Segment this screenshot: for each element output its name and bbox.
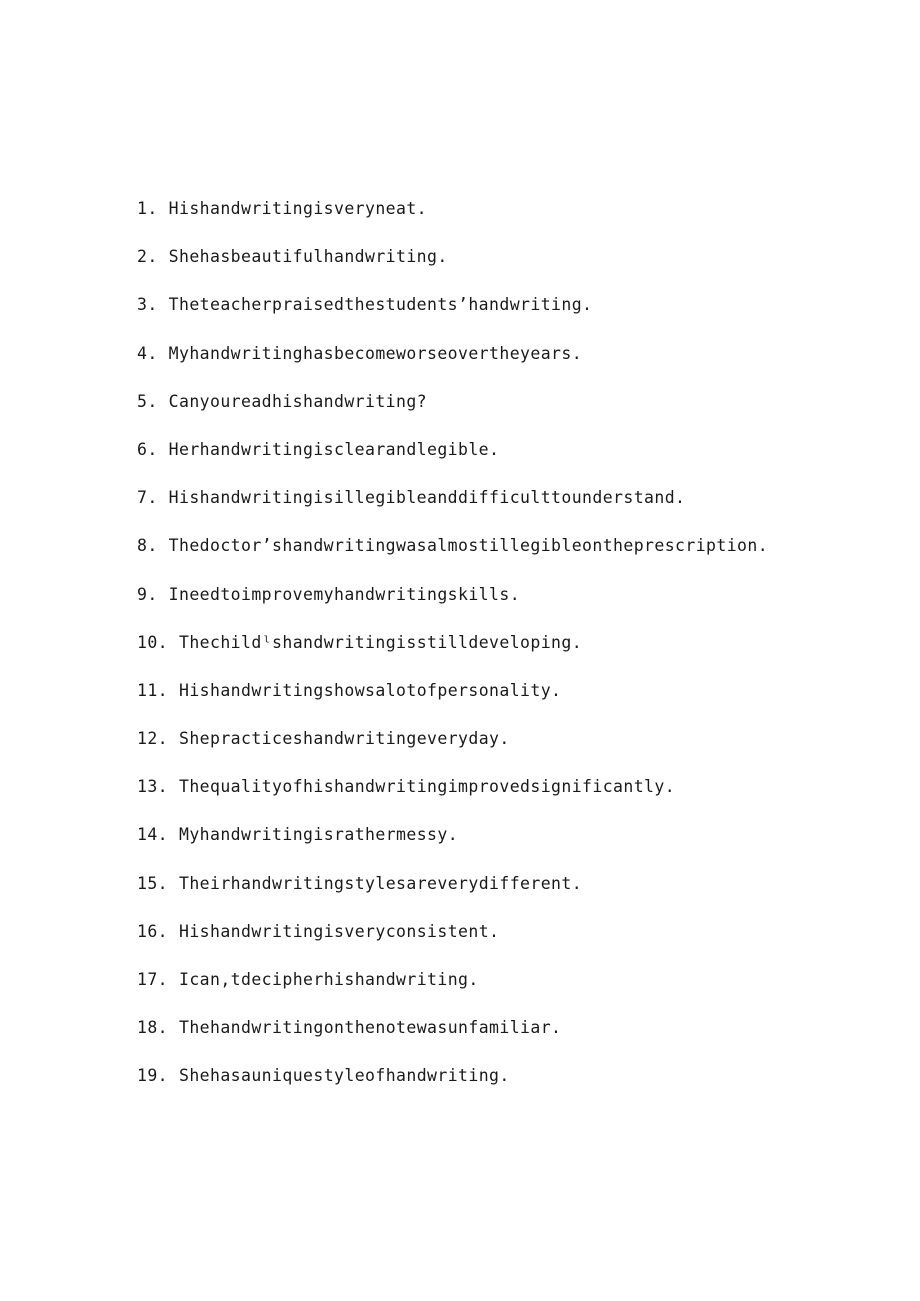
item-number: 5. (137, 391, 158, 411)
item-text: Hishandwritingisveryconsistent. (179, 921, 500, 941)
item-number: 1. (137, 199, 158, 218)
list-item (137, 292, 768, 340)
list-item (137, 533, 768, 581)
item-number: 6. (137, 439, 158, 459)
item-number: 10. (137, 632, 169, 652)
list-item (137, 630, 768, 678)
item-text: Ican‚tdecipherhishandwriting. (179, 970, 479, 989)
item-text: Hishandwritingisillegibleanddifficulttounderstand. (168, 488, 686, 508)
item-number: 19. (137, 1066, 169, 1086)
item-number: 16. (137, 921, 169, 941)
item-number: 15. (137, 873, 169, 893)
list-item (137, 1063, 768, 1111)
item-text: Canyoureadhishandwriting? (168, 391, 428, 411)
item-text: Theirhandwritingstylesareverydifferent. (179, 873, 583, 893)
item-number: 17. (137, 970, 169, 989)
item-number: 18. (137, 1018, 169, 1038)
item-text: Shepracticeshandwritingeveryday. (179, 729, 510, 749)
item-text: Theteacherpraisedthestudents’handwriting. (168, 295, 593, 315)
list-item (137, 244, 768, 292)
item-number: 7. (137, 488, 158, 508)
list-item (137, 389, 768, 437)
item-text: Hishandwritingshowsalotofpersonality. (179, 680, 562, 700)
item-text: Thedoctor’shandwritingwasalmostillegibleontheprescription. (168, 536, 769, 556)
item-number: 2. (137, 247, 158, 267)
list-item (137, 485, 768, 533)
item-number: 11. (137, 680, 169, 700)
list-item (137, 196, 768, 244)
item-text: Thequalityofhishandwritingimprovedsignificantly. (179, 777, 676, 797)
item-text: Thechildˡshandwritingisstilldeveloping. (179, 632, 583, 652)
list-item (137, 774, 768, 822)
list-item (137, 822, 768, 870)
item-text: Hishandwritingisveryneat. (168, 199, 428, 218)
item-text: Thehandwritingonthenotewasunfamiliar. (179, 1018, 562, 1038)
item-number: 14. (137, 825, 169, 845)
list-item (137, 919, 768, 967)
item-text: Shehasbeautifulhandwriting. (168, 247, 448, 267)
item-number: 9. (137, 584, 158, 604)
list-item (137, 437, 768, 485)
item-text: Myhandwritingisrathermessy. (179, 825, 459, 845)
item-text: Herhandwritingisclearandlegible. (168, 439, 500, 459)
item-text: Shehasauniquestyleofhandwriting. (179, 1066, 510, 1086)
list-item (137, 341, 768, 389)
item-number: 13. (137, 777, 169, 797)
item-number: 4. (137, 343, 158, 363)
list-item (137, 678, 768, 726)
list-item (137, 582, 768, 630)
item-text: Ineedtoimprovemyhandwritingskills. (168, 584, 521, 604)
list-item (137, 871, 768, 919)
item-text: Myhandwritinghasbecomeworseovertheyears. (168, 343, 583, 363)
item-number: 12. (137, 729, 169, 749)
sentence-list (137, 196, 768, 1112)
list-item (137, 726, 768, 774)
item-number: 8. (137, 536, 158, 556)
item-number: 3. (137, 295, 158, 315)
list-item (137, 967, 768, 1015)
list-item (137, 1015, 768, 1063)
